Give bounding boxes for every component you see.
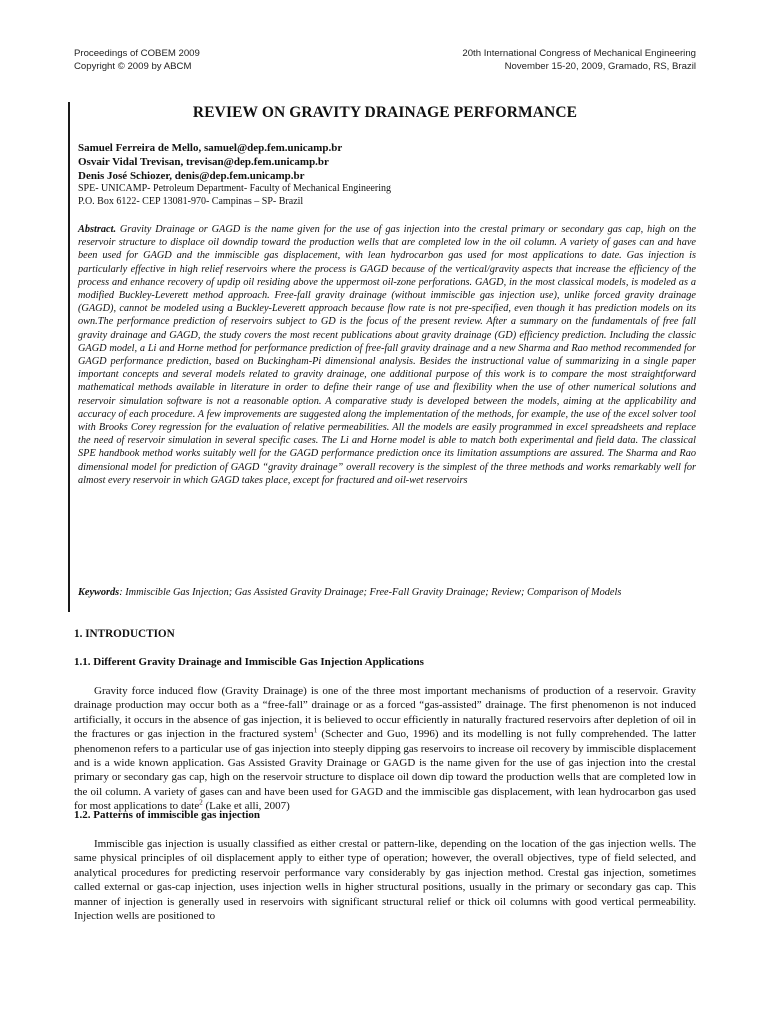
copyright-line: Copyright © 2009 by ABCM [74, 60, 192, 72]
paragraph-1-2: Immiscible gas injection is usually classified as either crestal or pattern-like, depending on the location of the gas injection wells. The same physical principles of oil displacement apply to either type of operation; however, the overall objectives, type of field selected, and analytical procedures for predicting reservoir performance vary considerably by gas injection method. Crestal gas injection, sometimes called external or gas-cap injection, uses injection wells in higher structural positions, usually in the primary or secondary gas cap. This manner of injection is generally used in reservoirs with significant structural relief or thick oil columns with good vertical permeability. Injection wells are positioned to [74, 838, 696, 923]
subsection-heading-1-1: 1.1. Different Gravity Drainage and Immiscible Gas Injection Applications [74, 656, 424, 668]
congress-name: 20th International Congress of Mechanical Engineering [462, 48, 696, 59]
paper-title: REVIEW ON GRAVITY DRAINAGE PERFORMANCE [192, 104, 578, 121]
affiliation-line-2: P.O. Box 6122- CEP 13081-970- Campinas – SP- Brazil [78, 195, 304, 207]
running-header-left [74, 48, 200, 73]
keywords-text: : Immiscible Gas Injection; Gas Assisted Gravity Drainage; Free-Fall Gravity Drainage; Review; Comparison of Models [119, 587, 622, 598]
affiliation-line-1: SPE- UNICAMP- Petroleum Department- Faculty of Mechanical Engineering [78, 183, 391, 194]
proceedings-name: Proceedings of COBEM 2009 [74, 48, 200, 59]
left-margin-rule [68, 102, 70, 612]
running-header-right [462, 48, 696, 73]
footnote-ref-2: 2 [199, 798, 203, 807]
footnote-ref-1: 1 [313, 726, 318, 735]
author-block [78, 141, 391, 209]
paragraph-1-1 [74, 684, 696, 814]
author-2: Osvair Vidal Trevisan, trevisan@dep.fem.unicamp.br [78, 156, 329, 168]
paragraph-1-1-text-b: (Schecter and Guo, 1996) and its modelling is not fully comprehended. The latter phenomenon refers to a particular use of gas injection into steeply dipping gas reservoirs to increase oil recovery by immiscible displacement and is a wide known application. Gas Assisted Gravity Drainage or GAGD is the name given for the use of gas injection into the crestal primary or secondary gas cap, high on the reservoir structure to displace oil down dip toward the production wells that are completed low in the oil column. A variety of gases can and have been used for GAGD and the immiscible gas displacement, with lean hydrocarbon gas used for most applications to date [74, 728, 696, 813]
abstract-text: Gravity Drainage or GAGD is the name given for the use of gas injection into the crestal primary or secondary gas cap, high on the reservoir structure to displace oil downdip toward the production wells that are completed low in the oil column. A variety of gases can and have been used for GAGD and the immiscible gas displacement, with lean hydrocarbon gas used for most applications to date. Gas injection is particularly effective in high relief reservoirs where the process is GAGD because of the vertical/gravity aspects that increase the efficiency of the process and enhance recovery of updip oil residing above the uppermost oil-zone perforations. GAGD, in the most classical models, is modeled as a modified Buckley-Leverett method approach. Free-fall gravity drainage (without immiscible gas injection use), unlike forced gravity drainage (GAGD), cannot be modeled using a Buckley-Leverett approach because flow rate is not pre-specified, even though it has prediction models on its own.The performance prediction of reservoirs subject to GD is the focus of the present review. After a summary on the fundamentals of free fall gravity drainage and GAGD, the study covers the most recent publications about gravity drainage (GD) efficiency prediction. Including the classic GAGD model, a Li and Horne method for performance prediction of free-fall gravity drainage and a new Sharma and Rao method recommended for GAGD performance prediction, based on Buckingham-Pi dimensional analysis. Besides the instructional value of summarizing in a single paper important concepts and several models related to gravity drainage, one additional purpose of this work is to compare the most straightforward mathematical methods available in literature in order to define their range of use and flexibility when the use of other numerical solutions and reservoir simulation software is not a reasonable option. A comparative study is developed between the models, aiming at the applicability and accuracy of each procedure. A few improvements are suggested along the implementation of the methods, for example, the use of the excel solver tool with Brooks Corey regression for the evaluation of relative permeabilities. All the models are easily programmed in excel spreadsheets and replace the need of reservoir simulation in several specific cases. The Li and Horne model is able to match both experimental and field data. The classical SPE handbook method works suitably well for the GAGD performance prediction once its limitation assumptions are assured. The Sharma and Rao dimensional model for prediction of GAGD “gravity drainage” overall recovery is the simplest of the three methods and works remarkably well for almost every reservoir in which GAGD takes place, except for fractured and oil-wet reservoirs [78, 224, 696, 486]
keywords [78, 586, 678, 599]
paragraph-1-1-text-a: Gravity force induced flow (Gravity Drainage) is one of the three most important mechanisms of production of a reservoir. Gravity drainage production may occur both as a “free-fall” drainage or as a forced “gas-assisted” drainage. The first phenomenon is not induced artificially, it occurs in the absence of gas injection, it is believed to occur efficiently in naturally fractured reservoirs after depletion of oil in the fractures or gas injection in the fractured system [74, 685, 696, 741]
abstract-label: Abstract. [78, 224, 117, 235]
abstract [78, 223, 696, 487]
author-3: Denis José Schiozer, denis@dep.fem.unicamp.br [78, 170, 305, 182]
paragraph-1-1-text-c: (Lake et alli, 2007) [202, 800, 290, 813]
subsection-heading-1-2: 1.2. Patterns of immiscible gas injection [74, 809, 261, 821]
keywords-label: Keywords [78, 587, 120, 598]
congress-date-location: November 15-20, 2009, Gramado, RS, Brazil [504, 60, 696, 72]
section-heading-introduction: 1. INTRODUCTION [74, 628, 175, 640]
author-1: Samuel Ferreira de Mello, samuel@dep.fem.unicamp.br [78, 142, 343, 154]
